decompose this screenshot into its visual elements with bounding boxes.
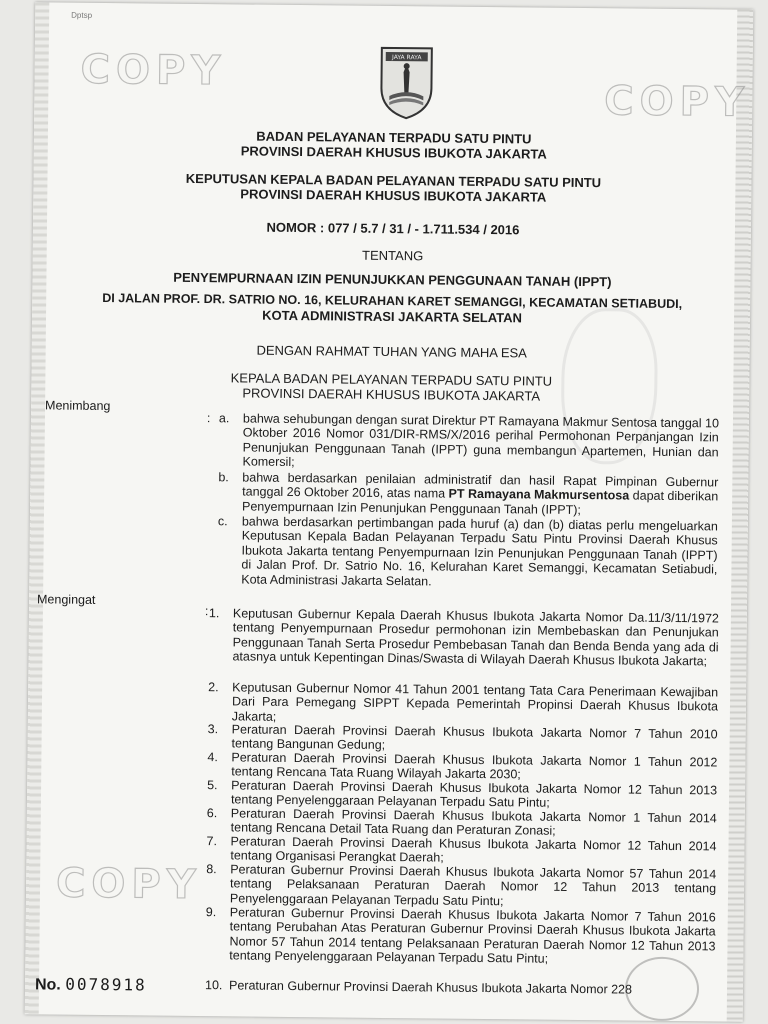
item-text: Peraturan Gubernur Provinsi Daerah Khusus Ibukota Jakarta Nomor 7 Tahun 2016 tentang Perubahan Atas Peraturan Gubernur Provinsi Daerah Khusus Ibukota Jakarta Nomor 57 Tahun 2014 tentang Pelaksanaan Peraturan Daerah Nomor 12 Tahun 2013 tentang Penyelenggaraan Pelayanan Terpadu Satu Pintu; <box>229 905 716 966</box>
item-marker: 6. <box>206 806 218 821</box>
grace-line: DENGAN RAHMAT TUHAN YANG MAHA ESA <box>256 342 527 361</box>
serial-number <box>35 974 147 995</box>
item-marker: c. <box>217 514 228 529</box>
item-text-after: dapat diberikan Penyempurnaan Izin Penunjukan Penggunaan Tanah (IPPT); <box>241 488 719 517</box>
item-marker: 5. <box>207 778 218 793</box>
agency-line-2: PROVINSI DAERAH KHUSUS IBUKOTA JAKARTA <box>240 143 547 162</box>
jaya-raya-coat-of-arms-icon <box>377 44 436 121</box>
item-text: Keputusan Gubernur Kepala Daerah Khusus Ibukota Jakarta Nomor Da.11/3/11/1972 tentang Penyempurnaan Prosedur permohonan izin Membebaskan dan Penunjukan Penggunaan Tanah Serta Prosedur Pembebasan Tanah dan Benda Benda yang ada di atasnya untuk Kepentingan Dinas/Swasta di Wilayah Daerah Khusus Ibukota Jakarta; <box>232 606 719 669</box>
item-marker: 7. <box>206 834 218 849</box>
agency-heading <box>74 127 714 164</box>
decree-line-1: KEPUTUSAN KEPALA BADAN PELAYANAN TERPADU SATU PINTU <box>185 170 602 191</box>
item-text: bahwa berdasarkan pertimbangan pada huruf (a) dan (b) diatas perlu mengeluarkan Keputusan Kepala Badan Pelayanan Terpadu Satu Pintu Provinsi Daerah Khusus Ibukota Jakarta tentang Penyempurnaan Izin Penunjukan Penggunaan Tanah (IPPT) di Jalan Prof. Dr. Satrio No. 16, Kelurahan Karet Semanggi, Kecamatan Setiabudi, Kota Administrasi Jakarta Selatan. <box>241 514 718 589</box>
subject-line-3: KOTA ADMINISTRASI JAKARTA SELATAN <box>262 307 522 326</box>
item-text: bahwa sehubungan dengan surat Direktur PT Ramayana Makmur Sentosa tanggal 10 Oktober 2016 Nomor 031/DIR-RMS/X/2016 perihal Permohonan Perpanjangan Izin Penunjukan Penggunaan Tanah (IPPT) guna membangun Apartemen, Hunian dan Komersil; <box>242 411 720 470</box>
serial-label: No. <box>34 976 61 994</box>
menimbang-label: Menimbang <box>45 398 111 414</box>
top-note: Dptsp <box>71 10 93 20</box>
official-round-stamp <box>625 956 700 1021</box>
document-page <box>25 2 754 1021</box>
mengingat-item-2 <box>208 680 719 728</box>
decree-number: NOMOR : 077 / 5.7 / 31 / - 1.711.534 / 2016 <box>266 219 520 238</box>
item-marker: 1. <box>208 606 220 621</box>
item-text: Peraturan Daerah Provinsi Daerah Khusus Ibukota Jakarta Nomor 1 Tahun 2012 tentang Rencana Tata Ruang Wilayah Jakarta 2030; <box>231 750 718 782</box>
company-name: PT Ramayana Makmursentosa <box>448 487 630 503</box>
tentang-label: TENTANG <box>362 247 424 264</box>
mengingat-label: Mengingat <box>36 592 96 607</box>
menimbang-item-b <box>218 470 719 518</box>
item-marker: 2. <box>208 680 219 695</box>
item-text: Peraturan Gubernur Provinsi Daerah Khusus Ibukota Jakarta Nomor 57 Tahun 2014 tentang Pelaksanaan Peraturan Daerah Nomor 12 Tahun 2013 tentang Penyelenggaraan Pelayanan Terpadu Satu Pintu; <box>229 862 717 909</box>
item-text: Peraturan Daerah Provinsi Daerah Khusus Ibukota Jakarta Nomor 12 Tahun 2014 tentang Organisasi Perangkat Daerah; <box>230 834 717 865</box>
emblem-motto: JAYA RAYA <box>392 54 422 62</box>
item-text: Peraturan Gubernur Provinsi Daerah Khusus Ibukota Jakarta Nomor 228 <box>228 978 633 997</box>
subject-line-1: PENYEMPURNAAN IZIN PENUNJUKKAN PENGGUNAAN TANAH (IPPT) <box>173 269 612 290</box>
item-marker: 4. <box>207 750 218 765</box>
item-text: Peraturan Daerah Provinsi Daerah Khusus Ibukota Jakarta Nomor 12 Tahun 2013 tentang Penyelenggaraan Pelayanan Terpadu Satu Pintu; <box>230 778 718 811</box>
item-marker: 10. <box>204 978 223 993</box>
mengingat-colon: : <box>204 604 209 619</box>
decree-line-2: PROVINSI DAERAH KHUSUS IBUKOTA JAKARTA <box>240 186 547 205</box>
subject-line-2: DI JALAN PROF. DR. SATRIO NO. 16, KELURAHAN KARET SEMANGGI, KECAMATAN SETIABUDI, <box>102 290 683 312</box>
decree-subject <box>72 269 713 328</box>
item-marker: a. <box>218 411 230 426</box>
item-text: Peraturan Daerah Provinsi Daerah Khusus Ibukota Jakarta Nomor 1 Tahun 2014 tentang Rencana Detail Tata Ruang dan Peraturan Zonasi; <box>230 806 717 839</box>
copy-watermark: COPY <box>604 78 751 126</box>
menimbang-item-a <box>218 411 720 474</box>
copy-watermark: COPY <box>55 860 202 909</box>
authority-heading <box>71 369 711 406</box>
menimbang-colon: : <box>206 411 211 426</box>
item-text: Keputusan Gubernur Nomor 41 Tahun 2001 tentang Tata Cara Penerimaan Kewajiban Dari Para Pemegang SIPPT Kepada Pemerintah Propinsi Daerah Khusus Ibukota Jakarta; <box>231 680 719 724</box>
copy-watermark: COPY <box>80 46 227 95</box>
mengingat-item-9 <box>205 905 716 968</box>
authority-line-1: KEPALA BADAN PELAYANAN TERPADU SATU PINTU <box>230 370 553 389</box>
item-marker: b. <box>218 470 229 485</box>
item-marker: 3. <box>207 722 219 737</box>
mengingat-item-1 <box>208 606 719 669</box>
mengingat-item-8 <box>206 862 717 910</box>
item-marker: 9. <box>205 905 217 920</box>
item-text-before: bahwa berdasarkan penilaian administratif dan hasil Rapat Pimpinan Gubernur tanggal 26 Oktober 2016, atas nama <box>242 470 719 502</box>
authority-line-2: PROVINSI DAERAH KHUSUS IBUKOTA JAKARTA <box>242 385 541 404</box>
scan-edge-left <box>25 2 50 1014</box>
item-marker: 8. <box>206 862 217 877</box>
agency-line-1: BADAN PELAYANAN TERPADU SATU PINTU <box>256 128 532 147</box>
serial-value: 0078918 <box>65 974 147 995</box>
scan-edge-right <box>727 10 754 1022</box>
decree-heading <box>73 170 713 207</box>
item-text: Peraturan Daerah Provinsi Daerah Khusus Ibukota Jakarta Nomor 7 Tahun 2010 tentang Bangunan Gedung; <box>231 722 718 753</box>
menimbang-item-c <box>217 514 718 591</box>
